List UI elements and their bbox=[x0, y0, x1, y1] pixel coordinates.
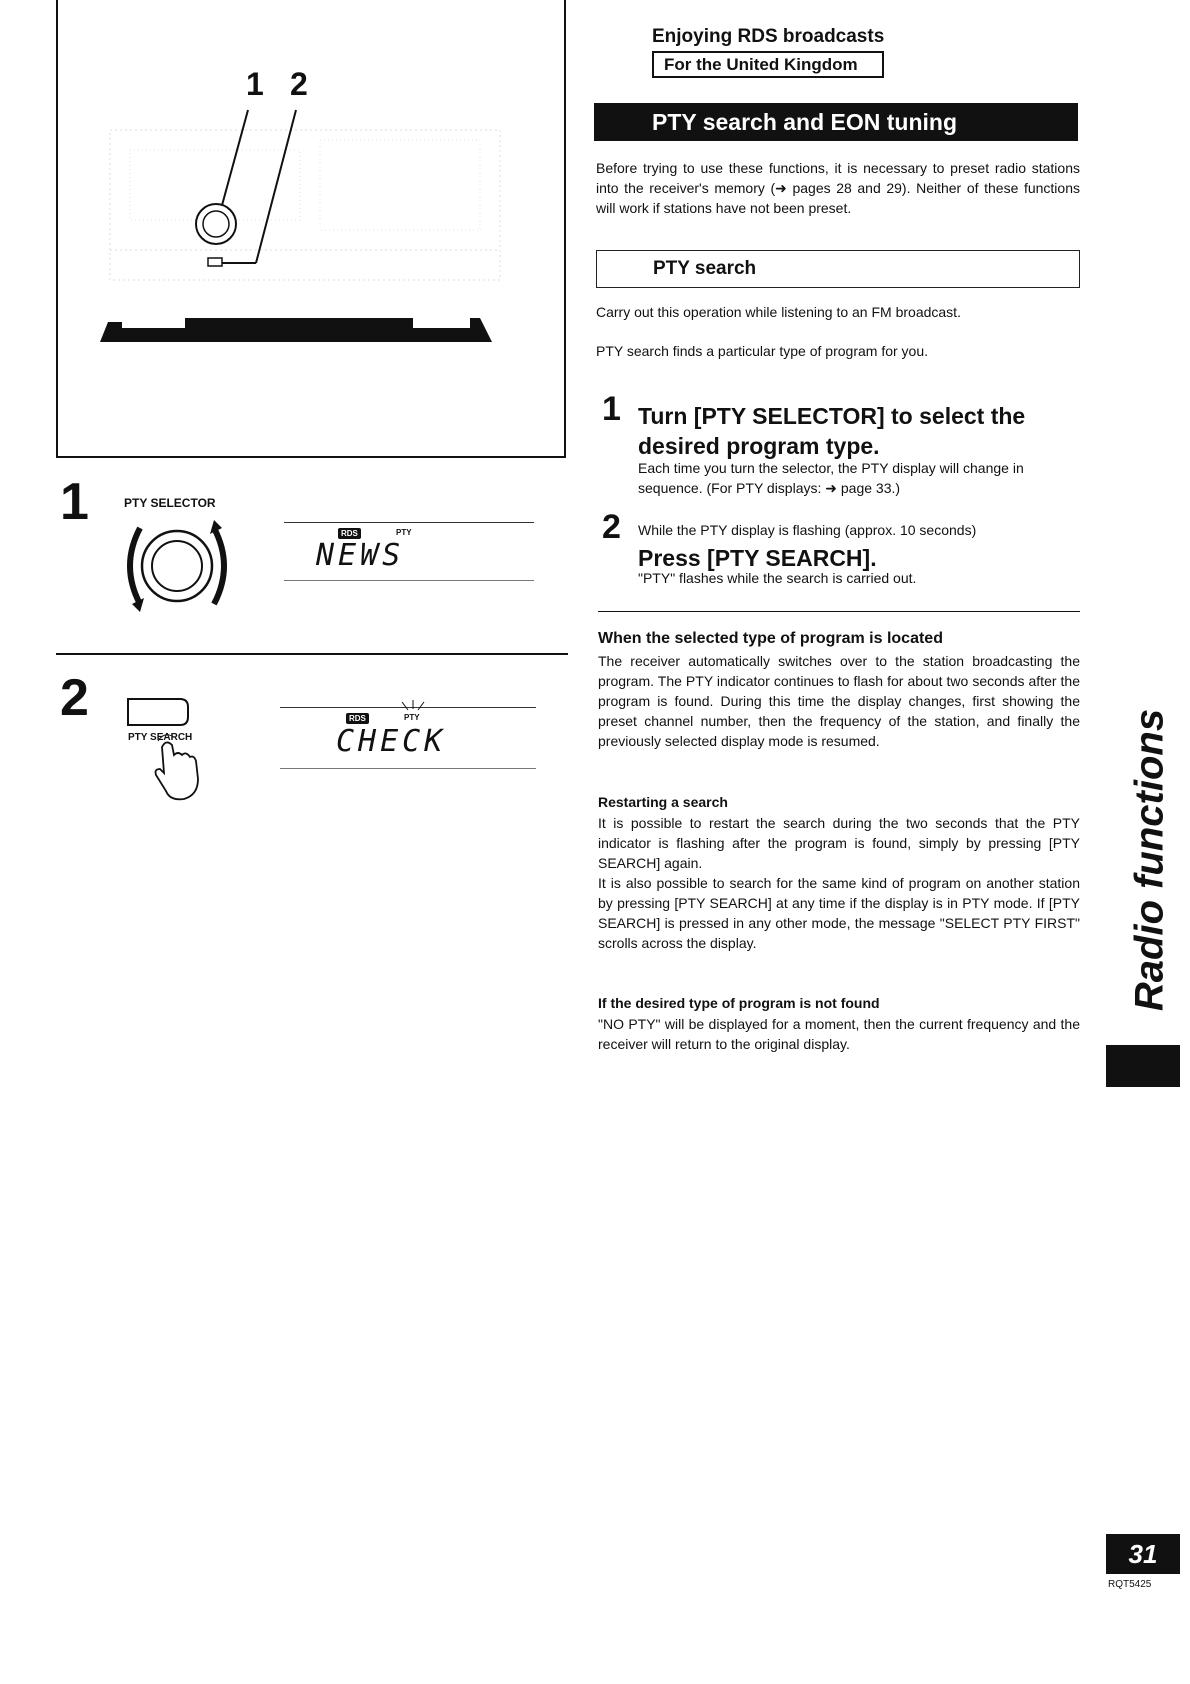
display-2-bottom-rule bbox=[280, 768, 536, 769]
pty-search-button-icon bbox=[124, 695, 220, 805]
not-found-heading: If the desired type of program is not found bbox=[598, 995, 880, 1011]
right-step-2-lead: While the PTY display is flashing (approx. 10 seconds) bbox=[638, 522, 977, 538]
right-divider bbox=[598, 611, 1080, 612]
not-found-text: "NO PTY" will be displayed for a moment, then the current frequency and the receiver will return to the original display. bbox=[598, 1016, 1080, 1052]
right-step-2-number: 2 bbox=[602, 508, 621, 546]
right-step-2-text: "PTY" flashes while the search is carried out. bbox=[638, 570, 917, 586]
display-1-bottom-rule bbox=[284, 580, 534, 581]
left-section-divider bbox=[56, 653, 568, 655]
right-step-2-title: Press [PTY SEARCH]. bbox=[638, 545, 877, 571]
receiver-front-panel-drawing bbox=[90, 100, 530, 345]
right-step-1-title: Turn [PTY SELECTOR] to select the desired program type. bbox=[638, 403, 1026, 459]
header-title: Enjoying RDS broadcasts bbox=[652, 26, 885, 47]
intro-paragraph: Before trying to use these functions, it is necessary to preset radio stations into the receiver's memory (➜ pages 28 and 29). Neither of these functions will work if stations have not been preset. bbox=[596, 160, 1080, 216]
pty-search-box: PTY search bbox=[596, 250, 1080, 288]
right-step-1-number: 1 bbox=[602, 390, 621, 428]
left-step-1-number: 1 bbox=[60, 473, 89, 531]
display-2-readout: CHECK bbox=[336, 724, 447, 759]
model-code: RQT5425 bbox=[1108, 1579, 1152, 1590]
display-2-rds-tag: RDS bbox=[346, 713, 369, 724]
callout-1: 1 bbox=[246, 66, 264, 102]
side-tab-marker bbox=[1106, 1045, 1180, 1087]
right-step-1-text: Each time you turn the selector, the PTY display will change in sequence. (For PTY displays: ➜ page 33.) bbox=[638, 460, 1024, 496]
display-1-rds-tag: RDS bbox=[338, 528, 361, 539]
page-number: 31 bbox=[1106, 1534, 1180, 1574]
display-1-pty-tag: PTY bbox=[396, 528, 412, 537]
section-title-bar: PTY search and EON tuning bbox=[594, 103, 1078, 141]
pty-selector-label: PTY SELECTOR bbox=[124, 496, 216, 510]
callout-2: 2 bbox=[290, 66, 308, 102]
located-heading: When the selected type of program is located bbox=[598, 630, 943, 647]
pty-para-2: PTY search finds a particular type of program for you. bbox=[596, 343, 929, 359]
display-2-pty-tag: PTY bbox=[404, 713, 420, 722]
flash-indicator-icon bbox=[396, 700, 430, 716]
pty-selector-knob-icon bbox=[118, 518, 236, 614]
side-tab-label: Radio functions bbox=[1127, 708, 1172, 1012]
left-step-2-number: 2 bbox=[60, 669, 89, 727]
restarting-text-1: It is possible to restart the search during the two seconds that the PTY indicator is flashing after the program is found, simply by pressing [PTY SEARCH] again. bbox=[598, 815, 1080, 871]
restarting-text-2: It is also possible to search for the same kind of program on another station by pressing [PTY SEARCH] at any time if the display is in PTY mode. If [PTY SEARCH] is pressed in any other mode, the message "SELECT PTY FIRST" scrolls across the display. bbox=[598, 875, 1080, 951]
side-tab bbox=[1120, 700, 1180, 1020]
pty-para-1: Carry out this operation while listening to an FM broadcast. bbox=[596, 304, 961, 320]
pty-search-label: PTY SEARCH bbox=[128, 732, 193, 743]
located-text: The receiver automatically switches over to the station broadcasting the program. The PTY indicator continues to flash for about two seconds after the program is found. During this time the display changes, first showing the preset channel number, then the frequency of the station, and finally the previously selected display mode is resumed. bbox=[598, 653, 1080, 749]
restarting-heading: Restarting a search bbox=[598, 794, 728, 810]
display-1-readout: NEWS bbox=[316, 538, 405, 573]
display-1-top-rule bbox=[284, 522, 534, 523]
region-box: For the United Kingdom bbox=[652, 51, 884, 78]
